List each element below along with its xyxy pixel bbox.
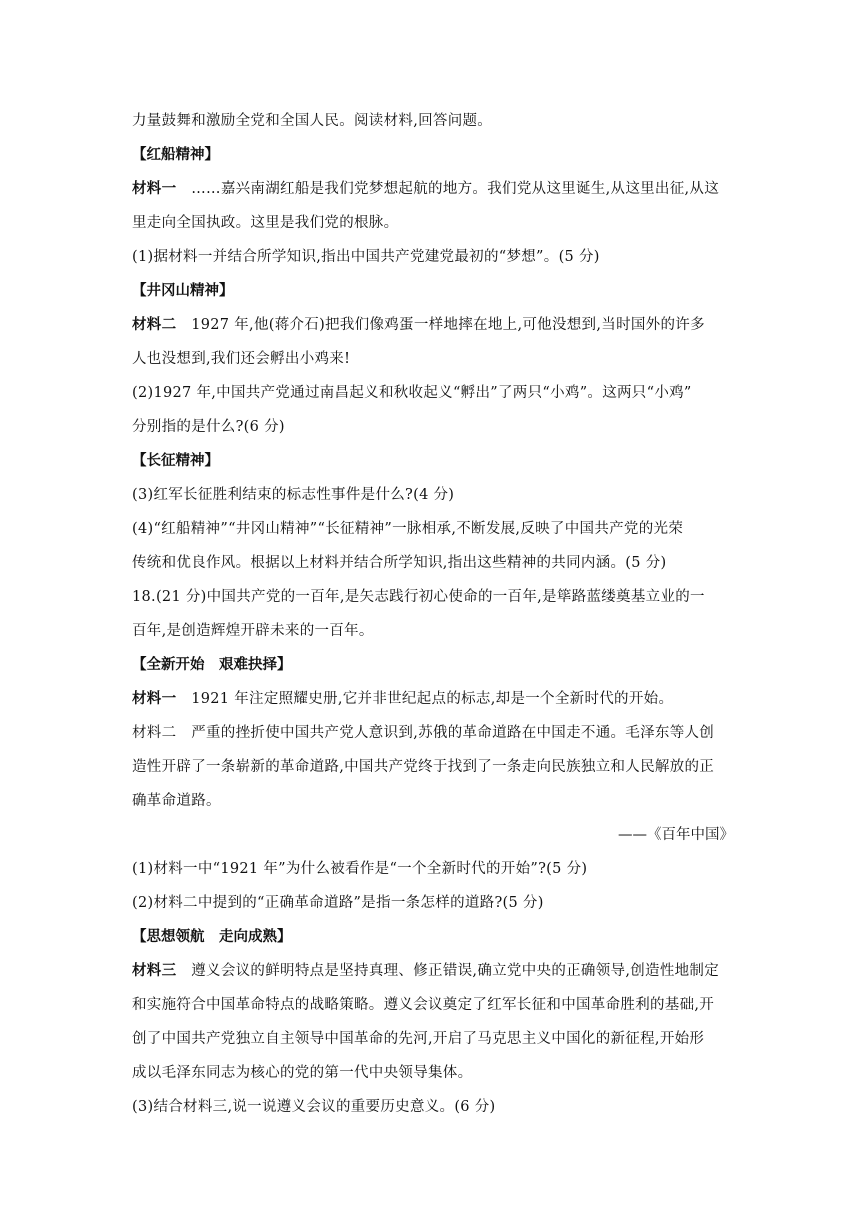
section-heading: 【全新开始 艰难抉择】 [132,657,292,673]
material-label: 材料一 [132,181,177,197]
text-line: 造性开辟了一条崭新的革命道路,中国共产党终于找到了一条走向民族独立和人民解放的正 [132,759,715,775]
text-line: 百年,是创造辉煌开辟未来的一百年。 [132,623,374,639]
document-page [132,104,734,1124]
text-line: 里走向全国执政。这里是我们党的根脉。 [132,215,399,231]
question-line: (4)“红船精神”“井冈山精神”“长征精神”一脉相承,不断发展,反映了中国共产党的光荣 [132,521,684,537]
text-line: 材料二 严重的挫折使中国共产党人意识到,苏俄的革命道路在中国走不通。毛泽东等人创 [132,725,715,741]
section-heading: 【长征精神】 [132,453,219,469]
text-line: 人也没想到,我们还会孵出小鸡来! [132,351,351,367]
section-heading: 【思想领航 走向成熟】 [132,929,292,945]
text-line: 分别指的是什么?(6 分) [132,419,285,435]
material-text: 遵义会议的鲜明特点是坚持真理、修正错误,确立党中央的正确领导,创造性地制定 [191,963,720,979]
question-line: (1)材料一中“1921 年”为什么被看作是“一个全新时代的开始”?(5 分) [132,861,588,877]
text-line: 确革命道路。 [132,793,221,809]
material-line [132,682,734,716]
material-text: 1927 年,他(蒋介石)把我们像鸡蛋一样地摔在地上,可他没想到,当时国外的许多 [191,317,705,333]
source-citation: ——《百年中国》 [618,827,734,843]
question-line: (2)材料二中提到的“正确革命道路”是指一条怎样的道路?(5 分) [132,895,544,911]
material-label: 材料三 [132,963,177,979]
material-line [132,954,734,988]
material-label: 材料一 [132,691,177,707]
intro-line: 力量鼓舞和激励全党和全国人民。阅读材料,回答问题。 [132,113,493,129]
text-line: 传统和优良作风。根据以上材料并结合所学知识,指出这些精神的共同内涵。(5 分) [132,555,667,571]
material-line [132,172,734,206]
material-line [132,308,734,342]
text-line: 创了中国共产党独立自主领导中国革命的先河,开启了马克思主义中国化的新征程,开始形 [132,1031,705,1047]
section-heading: 【红船精神】 [132,147,219,163]
material-text: 1921 年注定照耀史册,它并非世纪起点的标志,却是一个全新时代的开始。 [191,691,674,707]
material-label: 材料二 [132,317,177,333]
question-line: (3)结合材料三,说一说遵义会议的重要历史意义。(6 分) [132,1099,496,1115]
question-line: (3)红军长征胜利结束的标志性事件是什么?(4 分) [132,487,455,503]
section-heading: 【井冈山精神】 [132,283,234,299]
text-line: 和实施符合中国革命特点的战略策略。遵义会议奠定了红军长征和中国革命胜利的基础,开 [132,997,715,1013]
question-line: (2)1927 年,中国共产党通过南昌起义和秋收起义“孵出”了两只“小鸡”。这两只“小鸡” [132,385,692,401]
question-line: 18.(21 分)中国共产党的一百年,是矢志践行初心使命的一百年,是筚路蓝缕奠基立业的一 [132,589,705,605]
question-line: (1)据材料一并结合所学知识,指出中国共产党建党最初的“梦想”。(5 分) [132,249,600,265]
material-text: ……嘉兴南湖红船是我们党梦想起航的地方。我们党从这里诞生,从这里出征,从这 [191,181,720,197]
text-line: 成以毛泽东同志为核心的党的第一代中央领导集体。 [132,1065,473,1081]
